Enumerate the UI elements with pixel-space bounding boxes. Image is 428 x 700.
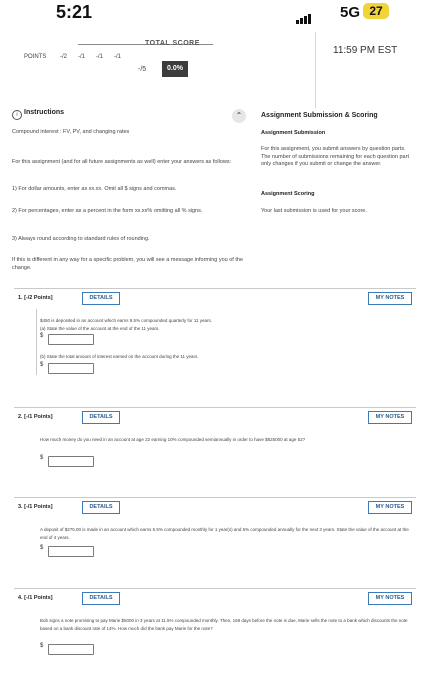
scoring-heading: Assignment Scoring [261,191,315,197]
answer-input[interactable] [48,644,94,655]
instruction-line: If this is different in any way for a specific problem, you will see a message informing you of the change. [12,257,244,271]
signal-icon [296,6,312,24]
currency-symbol: $ [40,455,44,461]
score-header [20,32,414,106]
battery-icon: 27 [363,3,389,19]
details-button[interactable]: DETAILS [82,501,120,514]
question-3 [14,497,416,578]
question-text: A deposit of $275.00 is made in an account which earns 5.5% compounded monthly for 1 year(s) and 6% compounded annually for the next 3 years. State the value of the account at the end of 4 years. [40,527,409,540]
my-notes-button[interactable]: MY NOTES [368,411,412,424]
instruction-line: For this assignment (and for all future assignments as well) enter your answers as follows: [12,159,232,165]
currency-symbol: $ [40,545,44,551]
network-type: 5G [340,4,361,21]
question-text: Bob signs a note promising to pay Marie $5000 in 3 years at 11.5% compounded monthly. Then, 169 days before the note is due, Marie sells the note to a bank which discounts the note based on a bank discount rate of 14%. How much did the bank pay Marie for the note? [40,618,408,631]
points-q4: -/1 [114,54,122,60]
instructions-title: Instructions [24,109,65,116]
instructions-panel [12,108,254,278]
due-time: 11:59 PM EST [333,45,398,56]
points-q1: -/2 [60,54,68,60]
answer-input[interactable] [48,456,94,467]
instruction-line: Compound interest : FV, PV, and changing rates [12,129,130,135]
info-icon: i [12,110,22,120]
instruction-line: 1) For dollar amounts, enter as xx.xx. Omit all $ signs and commas. [12,186,177,192]
answer-input[interactable] [48,363,94,374]
details-button[interactable]: DETAILS [82,411,120,424]
collapse-button[interactable]: ⌃ [232,109,246,123]
instruction-line: 3) Always round according to standard rules of rounding. [12,236,150,242]
points-q2: -/1 [78,54,86,60]
my-notes-button[interactable]: MY NOTES [368,592,412,605]
question-points: 3. [-/1 Points] [18,504,53,510]
assignment-title: Assignment Submission & Scoring [261,112,378,119]
question-4 [14,588,416,689]
question-part-a: (a) State the value of the account at the end of the 11 years. [40,326,160,331]
details-button[interactable]: DETAILS [82,592,120,605]
currency-symbol: $ [40,362,44,368]
divider [36,309,37,375]
question-2 [14,407,416,488]
answer-input[interactable] [48,334,94,345]
submission-text: For this assignment, you submit answers by question parts. The number of submissions remaining for each question part only changes if you submit or change the answer. [261,146,409,167]
my-notes-button[interactable]: MY NOTES [368,292,412,305]
question-part-b: (b) State the total amount of interest earned on the account during the 11 years. [40,354,199,359]
divider [315,32,316,108]
clock: 5:21 [56,2,93,22]
instruction-line: 2) For percentages, enter as a percent in the form xx.xx% omitting all % signs. [12,208,203,214]
total-fraction: -/5 [138,66,147,73]
currency-symbol: $ [40,643,44,649]
answer-input[interactable] [48,546,94,557]
points-q3: -/1 [96,54,104,60]
currency-symbol: $ [40,333,44,339]
submission-heading: Assignment Submission [261,130,326,136]
question-1 [14,288,416,389]
status-bar [0,0,428,30]
percent-badge: 0.0% [162,61,188,77]
question-points: 2. [-/1 Points] [18,414,53,420]
details-button[interactable]: DETAILS [82,292,120,305]
scoring-text: Your last submission is used for your score. [261,208,367,214]
question-points: 4. [-/1 Points] [18,595,53,601]
question-points: 1. [-/2 Points] [18,295,53,301]
points-label: POINTS [24,54,47,60]
question-text: How much money do you need in an account at age 22 earning 10% compounded semiannually in order to have $825000 at age 52? [40,437,306,442]
question-text: $450 is deposited in an account which earns 9.5% compounded quarterly for 11 years. [40,318,213,323]
total-score-label: TOTAL SCORE [145,40,200,47]
my-notes-button[interactable]: MY NOTES [368,501,412,514]
